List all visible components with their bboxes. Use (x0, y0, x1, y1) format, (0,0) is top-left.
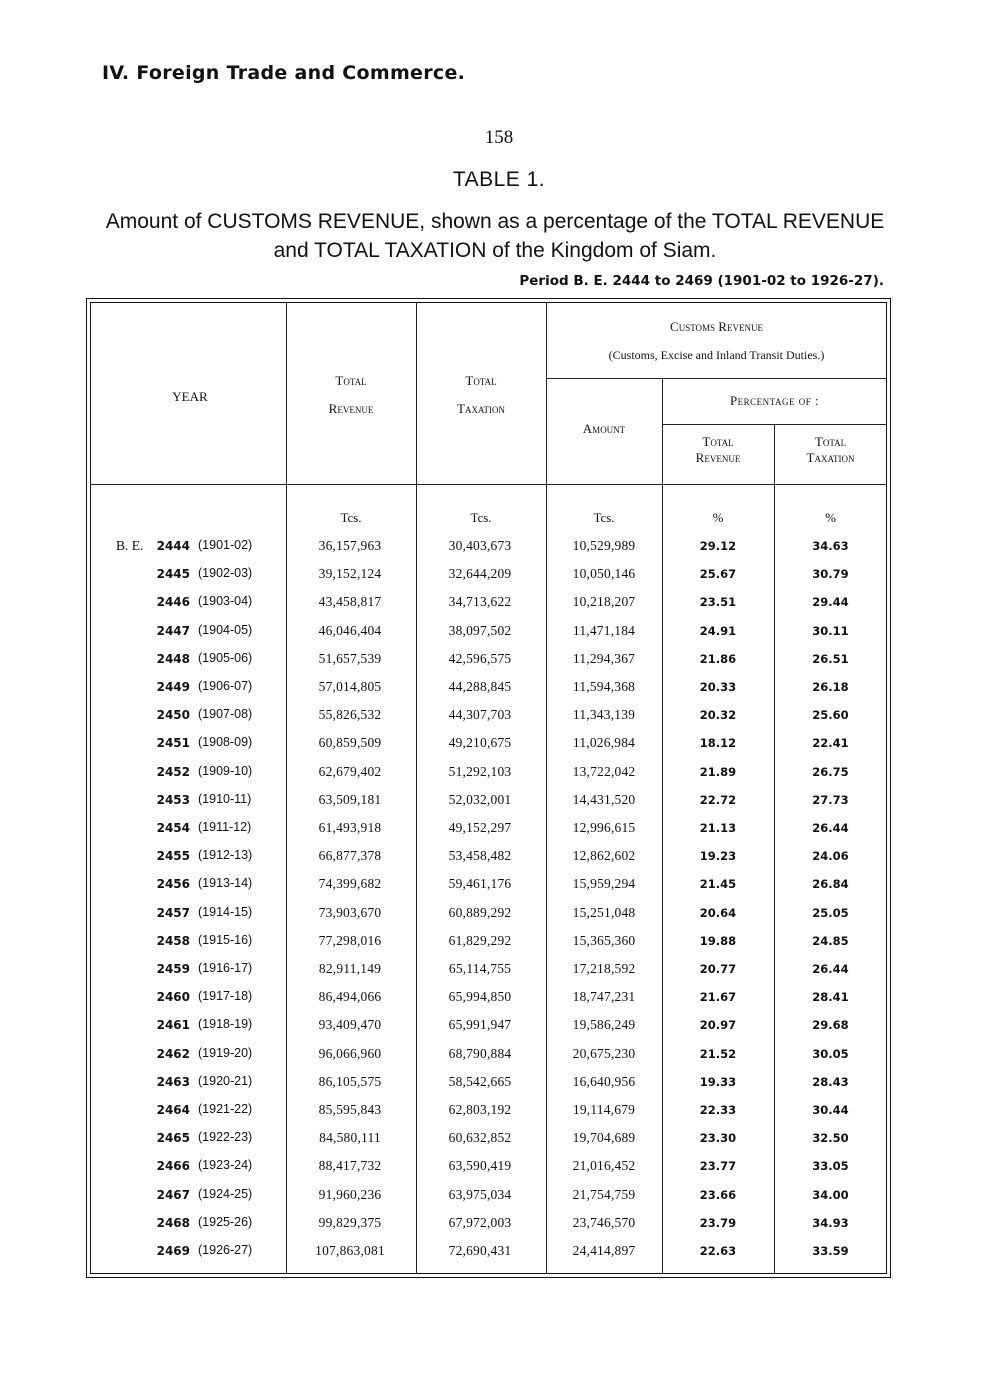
header-total-taxation-line2: Taxation (457, 401, 505, 416)
header-amount: Amount (582, 421, 626, 436)
pct-revenue-cell: 25.67 (699, 567, 737, 581)
pct-revenue-cell: 21.86 (699, 652, 737, 666)
be-year-cell: 2456 (156, 877, 190, 891)
pct-revenue-cell: 20.33 (699, 680, 737, 694)
fiscal-year-cell: (1903-04) (198, 594, 253, 608)
total-revenue-cell: 55,826,532 (318, 707, 382, 722)
customs-amount-cell: 10,050,146 (572, 566, 636, 581)
pct-taxation-cell: 34.00 (812, 1188, 849, 1202)
fiscal-year-cell: (1924-25) (198, 1187, 253, 1201)
be-year-cell: 2445 (156, 567, 190, 581)
pct-taxation-cell: 24.85 (812, 934, 849, 948)
table-row (90, 1046, 887, 1074)
total-revenue-cell: 84,580,111 (319, 1130, 381, 1145)
pct-revenue-cell: 18.12 (699, 736, 737, 750)
pct-taxation-cell: 22.41 (812, 736, 849, 750)
total-revenue-cell: 51,657,539 (318, 651, 382, 666)
be-year-cell: 2457 (156, 906, 190, 920)
customs-amount-cell: 20,675,230 (572, 1046, 636, 1061)
be-year-cell: 2469 (156, 1244, 190, 1258)
pct-taxation-cell: 26.84 (812, 877, 849, 891)
customs-amount-cell: 19,704,689 (572, 1130, 636, 1145)
customs-amount-cell: 12,996,615 (572, 820, 636, 835)
table-row (90, 876, 887, 904)
be-year-cell: 2462 (156, 1047, 190, 1061)
pct-taxation-cell: 26.75 (812, 765, 849, 779)
pct-taxation-cell: 25.05 (812, 906, 849, 920)
total-revenue-cell: 36,157,963 (318, 538, 382, 553)
header-pct-revenue-line2: Revenue (695, 450, 741, 465)
unit-pct-taxation: % (825, 510, 836, 525)
customs-amount-cell: 15,959,294 (572, 876, 636, 891)
fiscal-year-cell: (1920-21) (198, 1074, 253, 1088)
fiscal-year-cell: (1902-03) (198, 566, 253, 580)
total-taxation-cell: 63,590,419 (448, 1158, 512, 1173)
pct-taxation-cell: 26.44 (812, 962, 849, 976)
fiscal-year-cell: (1913-14) (198, 876, 253, 890)
customs-amount-cell: 21,754,759 (572, 1187, 636, 1202)
pct-revenue-cell: 29.12 (699, 539, 737, 553)
fiscal-year-cell: (1926-27) (198, 1243, 253, 1257)
be-year-cell: 2467 (156, 1188, 190, 1202)
customs-amount-cell: 24,414,897 (572, 1243, 636, 1258)
total-revenue-cell: 60,859,509 (318, 735, 382, 750)
period-caption: Period B. E. 2444 to 2469 (1901-02 to 1926-27). (519, 273, 884, 289)
header-pct-total-taxation (774, 434, 887, 466)
pct-revenue-cell: 21.67 (699, 990, 737, 1004)
pct-revenue-cell: 22.72 (699, 793, 737, 807)
total-taxation-cell: 63,975,034 (448, 1187, 512, 1202)
title-line-2: and TOTAL TAXATION of the Kingdom of Siam. (273, 239, 717, 262)
total-taxation-cell: 49,152,297 (448, 820, 512, 835)
customs-amount-cell: 11,471,184 (572, 623, 636, 638)
table-row (90, 707, 887, 735)
fiscal-year-cell: (1917-18) (198, 989, 253, 1003)
table-row (90, 566, 887, 594)
header-rule (662, 424, 887, 425)
total-revenue-cell: 86,494,066 (318, 989, 382, 1004)
customs-amount-cell: 21,016,452 (572, 1158, 636, 1173)
pct-revenue-cell: 20.64 (699, 906, 737, 920)
be-year-cell: 2450 (156, 708, 190, 722)
table-row (90, 1074, 887, 1102)
total-taxation-cell: 72,690,431 (448, 1243, 512, 1258)
total-revenue-cell: 61,493,918 (318, 820, 382, 835)
be-year-cell: 2449 (156, 680, 190, 694)
total-taxation-cell: 34,713,622 (448, 594, 512, 609)
header-pct-taxation-line1: Total (814, 434, 847, 449)
fiscal-year-cell: (1918-19) (198, 1017, 253, 1031)
pct-taxation-cell: 33.05 (812, 1159, 849, 1173)
table-row (90, 989, 887, 1017)
header-total-revenue-line2: Revenue (328, 401, 374, 416)
table-row (90, 1130, 887, 1158)
fiscal-year-cell: (1910-11) (198, 792, 252, 806)
customs-amount-cell: 14,431,520 (572, 792, 636, 807)
table-row (90, 679, 887, 707)
total-taxation-cell: 65,114,755 (448, 961, 512, 976)
pct-revenue-cell: 24.91 (699, 624, 737, 638)
pct-taxation-cell: 27.73 (812, 793, 849, 807)
be-year-cell: 2464 (156, 1103, 190, 1117)
total-taxation-cell: 44,288,845 (448, 679, 512, 694)
pct-taxation-cell: 30.79 (812, 567, 849, 581)
total-revenue-cell: 88,417,732 (318, 1158, 382, 1173)
total-taxation-cell: 52,032,001 (448, 792, 512, 807)
header-total-revenue-line1: Total (335, 373, 367, 388)
table-row (90, 792, 887, 820)
table-row (90, 1102, 887, 1130)
table-row (90, 651, 887, 679)
total-revenue-cell: 46,046,404 (318, 623, 382, 638)
customs-amount-cell: 19,586,249 (572, 1017, 636, 1032)
pct-taxation-cell: 24.06 (812, 849, 849, 863)
pct-taxation-cell: 33.59 (812, 1244, 849, 1258)
table-row (90, 764, 887, 792)
be-year-cell: 2453 (156, 793, 190, 807)
pct-taxation-cell: 26.18 (812, 680, 849, 694)
table-title (100, 207, 890, 265)
pct-revenue-cell: 23.77 (699, 1159, 737, 1173)
customs-amount-cell: 13,722,042 (572, 764, 636, 779)
total-taxation-cell: 62,803,192 (448, 1102, 512, 1117)
table-row (90, 1017, 887, 1045)
fiscal-year-cell: (1915-16) (198, 933, 253, 947)
total-revenue-cell: 39,152,124 (318, 566, 382, 581)
fiscal-year-cell: (1911-12) (198, 820, 252, 834)
total-revenue-cell: 63,509,181 (318, 792, 382, 807)
total-taxation-cell: 32,644,209 (448, 566, 512, 581)
customs-amount-cell: 18,747,231 (572, 989, 636, 1004)
fiscal-year-cell: (1909-10) (198, 764, 253, 778)
total-revenue-cell: 66,877,378 (318, 848, 382, 863)
be-year-cell: 2468 (156, 1216, 190, 1230)
be-year-cell: 2448 (156, 652, 190, 666)
pct-revenue-cell: 21.52 (699, 1047, 737, 1061)
fiscal-year-cell: (1904-05) (198, 623, 253, 637)
fiscal-year-cell: (1923-24) (198, 1158, 253, 1172)
pct-taxation-cell: 28.41 (812, 990, 849, 1004)
pct-taxation-cell: 30.44 (812, 1103, 849, 1117)
fiscal-year-cell: (1905-06) (198, 651, 253, 665)
page-number: 158 (484, 127, 514, 148)
total-taxation-cell: 38,097,502 (448, 623, 512, 638)
customs-amount-cell: 11,594,368 (572, 679, 636, 694)
table-row (90, 623, 887, 651)
be-year-cell: 2444 (156, 539, 190, 553)
total-taxation-cell: 60,889,292 (448, 905, 512, 920)
header-year: YEAR (172, 389, 208, 404)
be-year-cell: 2447 (156, 624, 190, 638)
be-year-cell: 2455 (156, 849, 190, 863)
total-revenue-cell: 85,595,843 (318, 1102, 382, 1117)
fiscal-year-cell: (1916-17) (198, 961, 253, 975)
table-row (90, 1158, 887, 1186)
table-row (90, 594, 887, 622)
be-year-cell: 2451 (156, 736, 190, 750)
be-year-cell: 2463 (156, 1075, 190, 1089)
customs-amount-cell: 11,294,367 (572, 651, 636, 666)
pct-taxation-cell: 34.63 (812, 539, 849, 553)
be-year-cell: 2452 (156, 765, 190, 779)
be-year-cell: 2459 (156, 962, 190, 976)
total-revenue-cell: 107,863,081 (315, 1243, 385, 1258)
fiscal-year-cell: (1922-23) (198, 1130, 253, 1144)
fiscal-year-cell: (1925-26) (198, 1215, 253, 1229)
be-year-cell: 2460 (156, 990, 190, 1004)
header-customs-revenue: Customs Revenue (670, 319, 763, 334)
total-taxation-cell: 51,292,103 (448, 764, 512, 779)
pct-taxation-cell: 26.44 (812, 821, 849, 835)
pct-revenue-cell: 21.13 (699, 821, 737, 835)
customs-amount-cell: 16,640,956 (572, 1074, 636, 1089)
table-row (90, 848, 887, 876)
customs-amount-cell: 10,218,207 (572, 594, 636, 609)
total-taxation-cell: 42,596,575 (448, 651, 512, 666)
total-revenue-cell: 91,960,236 (318, 1187, 382, 1202)
total-revenue-cell: 73,903,670 (318, 905, 382, 920)
be-year-cell: 2446 (156, 595, 190, 609)
pct-taxation-cell: 28.43 (812, 1075, 849, 1089)
pct-revenue-cell: 22.63 (699, 1244, 737, 1258)
title-line-1: Amount of CUSTOMS REVENUE, shown as a percentage of the TOTAL REVENUE (105, 210, 885, 233)
unit-taxation: Tcs. (470, 510, 492, 525)
pct-taxation-cell: 25.60 (812, 708, 849, 722)
fiscal-year-cell: (1908-09) (198, 735, 253, 749)
pct-taxation-cell: 34.93 (812, 1216, 849, 1230)
header-rule (546, 378, 887, 379)
total-taxation-cell: 68,790,884 (448, 1046, 512, 1061)
total-revenue-cell: 86,105,575 (318, 1074, 382, 1089)
fiscal-year-cell: (1914-15) (198, 905, 253, 919)
total-revenue-cell: 77,298,016 (318, 933, 382, 948)
total-taxation-cell: 60,632,852 (448, 1130, 512, 1145)
total-revenue-cell: 82,911,149 (318, 961, 382, 976)
total-revenue-cell: 93,409,470 (318, 1017, 382, 1032)
table-row (90, 538, 887, 566)
be-year-cell: 2465 (156, 1131, 190, 1145)
pct-revenue-cell: 23.30 (699, 1131, 737, 1145)
total-taxation-cell: 59,461,176 (448, 876, 512, 891)
header-pct-total-revenue (662, 434, 774, 466)
header-pct-taxation-line2: Taxation (806, 450, 855, 465)
table-label: TABLE 1. (452, 168, 546, 191)
pct-revenue-cell: 23.79 (699, 1216, 737, 1230)
header-customs-subtitle: (Customs, Excise and Inland Transit Duties.) (608, 348, 825, 362)
total-revenue-cell: 99,829,375 (318, 1215, 382, 1230)
header-bottom-rule (90, 484, 887, 485)
customs-amount-cell: 15,251,048 (572, 905, 636, 920)
customs-amount-cell: 19,114,679 (572, 1102, 636, 1117)
pct-taxation-cell: 30.11 (812, 624, 849, 638)
pct-taxation-cell: 30.05 (812, 1047, 849, 1061)
customs-amount-cell: 10,529,989 (572, 538, 636, 553)
total-revenue-cell: 62,679,402 (318, 764, 382, 779)
era-prefix: B. E. (116, 538, 144, 553)
fiscal-year-cell: (1907-08) (198, 707, 253, 721)
total-taxation-cell: 65,994,850 (448, 989, 512, 1004)
pct-revenue-cell: 19.88 (699, 934, 737, 948)
customs-amount-cell: 23,746,570 (572, 1215, 636, 1230)
table-row (90, 1215, 887, 1243)
table-row (90, 905, 887, 933)
pct-revenue-cell: 19.33 (699, 1075, 737, 1089)
table-row (90, 1243, 887, 1271)
total-taxation-cell: 67,972,003 (448, 1215, 512, 1230)
fiscal-year-cell: (1921-22) (198, 1102, 253, 1116)
pct-taxation-cell: 29.44 (812, 595, 849, 609)
fiscal-year-cell: (1912-13) (198, 848, 253, 862)
total-taxation-cell: 30,403,673 (448, 538, 512, 553)
total-taxation-cell: 61,829,292 (448, 933, 512, 948)
total-revenue-cell: 57,014,805 (318, 679, 382, 694)
table-row (90, 961, 887, 989)
pct-taxation-cell: 26.51 (812, 652, 849, 666)
fiscal-year-cell: (1906-07) (198, 679, 253, 693)
pct-revenue-cell: 21.45 (699, 877, 737, 891)
pct-taxation-cell: 29.68 (812, 1018, 849, 1032)
table-row (90, 933, 887, 961)
header-pct-revenue-line1: Total (702, 434, 734, 449)
unit-revenue: Tcs. (340, 510, 362, 525)
fiscal-year-cell: (1919-20) (198, 1046, 253, 1060)
unit-amount: Tcs. (593, 510, 615, 525)
customs-amount-cell: 12,862,602 (572, 848, 636, 863)
pct-revenue-cell: 20.77 (699, 962, 737, 976)
total-taxation-cell: 53,458,482 (448, 848, 512, 863)
customs-amount-cell: 15,365,360 (572, 933, 636, 948)
header-percentage-of: Percentage of : (729, 393, 820, 408)
customs-amount-cell: 11,026,984 (572, 735, 636, 750)
pct-taxation-cell: 32.50 (812, 1131, 849, 1145)
total-revenue-cell: 96,066,960 (318, 1046, 382, 1061)
unit-pct-revenue: % (712, 510, 724, 525)
pct-revenue-cell: 19.23 (699, 849, 737, 863)
total-taxation-cell: 65,991,947 (448, 1017, 512, 1032)
pct-revenue-cell: 23.51 (699, 595, 737, 609)
table-row (90, 1187, 887, 1215)
section-heading: IV. Foreign Trade and Commerce. (102, 62, 466, 84)
header-total-taxation-line1: Total (465, 373, 497, 388)
total-taxation-cell: 58,542,665 (448, 1074, 512, 1089)
table-row (90, 735, 887, 763)
be-year-cell: 2458 (156, 934, 190, 948)
pct-revenue-cell: 20.97 (699, 1018, 737, 1032)
be-year-cell: 2466 (156, 1159, 190, 1173)
total-taxation-cell: 49,210,675 (448, 735, 512, 750)
total-revenue-cell: 74,399,682 (318, 876, 382, 891)
pct-revenue-cell: 21.89 (699, 765, 737, 779)
customs-amount-cell: 17,218,592 (572, 961, 636, 976)
header-total-taxation (416, 370, 546, 420)
be-year-cell: 2454 (156, 821, 190, 835)
be-year-cell: 2461 (156, 1018, 190, 1032)
customs-amount-cell: 11,343,139 (572, 707, 636, 722)
total-taxation-cell: 44,307,703 (448, 707, 512, 722)
table-row (90, 820, 887, 848)
fiscal-year-cell: (1901-02) (198, 538, 253, 552)
pct-revenue-cell: 20.32 (699, 708, 737, 722)
total-revenue-cell: 43,458,817 (318, 594, 382, 609)
pct-revenue-cell: 23.66 (699, 1188, 737, 1202)
pct-revenue-cell: 22.33 (699, 1103, 737, 1117)
header-total-revenue (286, 370, 416, 420)
